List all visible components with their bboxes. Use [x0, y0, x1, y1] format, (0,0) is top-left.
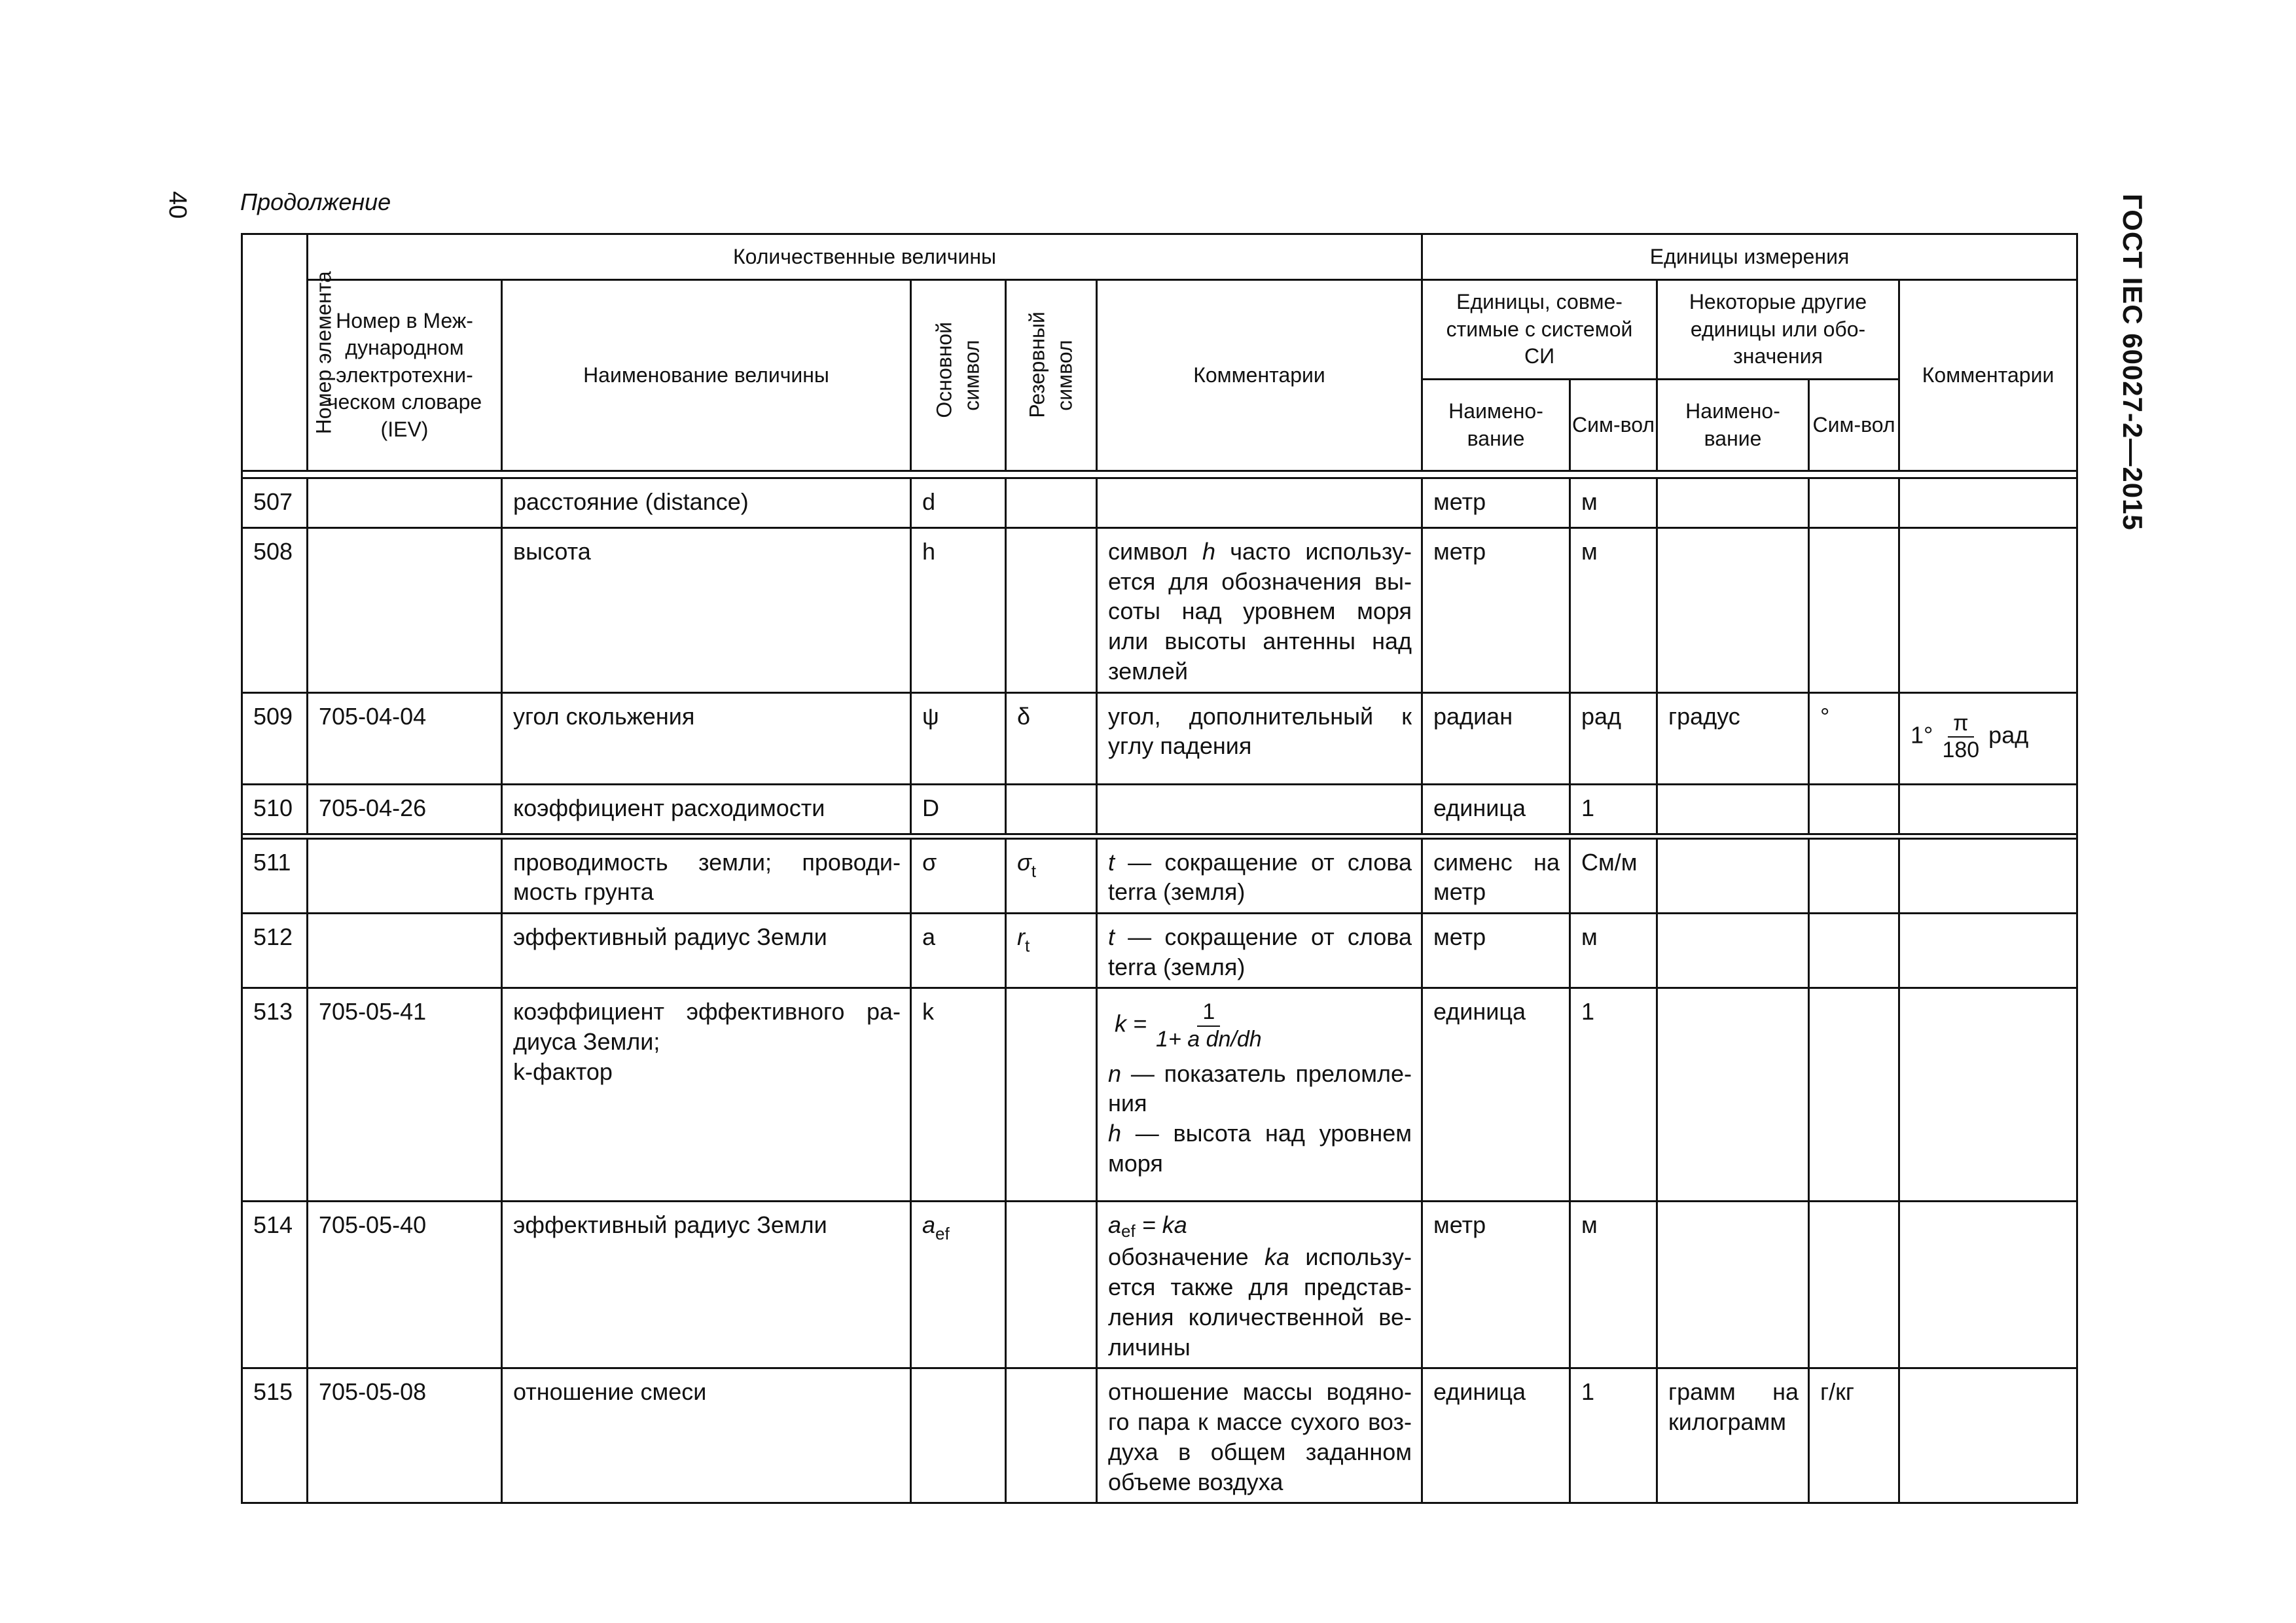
quantities-table	[241, 233, 2078, 1504]
header-element-no: Номер элемента	[242, 234, 308, 471]
unit-conversion-formula: 1° $\frac{\pi}{180}$ рад	[1910, 710, 2029, 762]
header-other-name: Наимено-вание	[1657, 380, 1809, 471]
header-units: Единицы измерения	[1422, 234, 2077, 280]
table-row: 510 705-04-26 коэффициент расходимости D единица 1	[242, 784, 2077, 834]
table-row: 514 705-05-40 эффективный радиус Земли $a_{ef}$ $a_{ef}$ = ka обозначение ka использу-ется также для представ-ления количественной ве-личины метр м	[242, 1202, 2077, 1368]
table-row: 507 расстояние (distance) d метр м	[242, 478, 2077, 528]
table-row: 513 705-05-41 коэффициент эффективного ра-диуса Земли; k-фактор k k = $\frac{1}{\text{1+ a dn/dh}}$ n — показатель преломле-ния h — высота над уровнем моря единица 1	[242, 988, 2077, 1202]
header-comments: Комментарии	[1097, 280, 1422, 471]
standard-designation: ГОСТ IEC 60027-2—2015	[2117, 194, 2148, 531]
header-other-units: Некоторые другие единицы или обо-значения	[1657, 280, 1899, 380]
header-quantity-name: Наименование величины	[502, 280, 911, 471]
header-si-symbol: Сим-вол	[1570, 380, 1657, 471]
header-iev-no: Номер в Меж-дународном электротехни-ческом словаре (IEV)	[308, 280, 502, 471]
table-row: 509 705-04-04 угол скольжения ψ δ угол, дополнительный к углу падения радиан рад градус ° 1° $\frac{\pi}{180}$ рад	[242, 692, 2077, 784]
table-row: 515 705-05-08 отношение смеси отношение массы водяно-го пара к массе сухого воз-духа в общем заданном объеме воздуха единица 1 грамм на килограмм г/кг	[242, 1368, 2077, 1503]
header-main-symbol: Основной символ	[911, 280, 1006, 471]
table-row: 508 высота h символ h часто использу-ется для обозначения вы-соты над уровнем моря или высоты антенны над землей метр м	[242, 528, 2077, 693]
header-si-units: Единицы, совме-стимые с системой СИ	[1422, 280, 1657, 380]
k-factor-formula: k = $\frac{1}{\text{1+ a dn/dh}}$	[1115, 999, 1262, 1052]
page-number: 40	[164, 191, 191, 219]
header-unit-comments: Комментарии	[1899, 280, 2077, 471]
table-row: 512 эффективный радиус Земли a $r_t$ t — сокращение от слова terra (земля) метр м	[242, 914, 2077, 988]
table-row: 511 проводимость земли; проводи-мость грунта σ $\sigma_t$ t — сокращение от слова terra (земля) сименс на метр См/м	[242, 838, 2077, 913]
continuation-label: Продолжение	[240, 188, 391, 215]
header-reserve-symbol: Резервный символ	[1006, 280, 1097, 471]
header-quantities: Количественные величины	[308, 234, 1422, 280]
header-other-symbol: Сим-вол	[1809, 380, 1899, 471]
header-si-name: Наимено-вание	[1422, 380, 1570, 471]
